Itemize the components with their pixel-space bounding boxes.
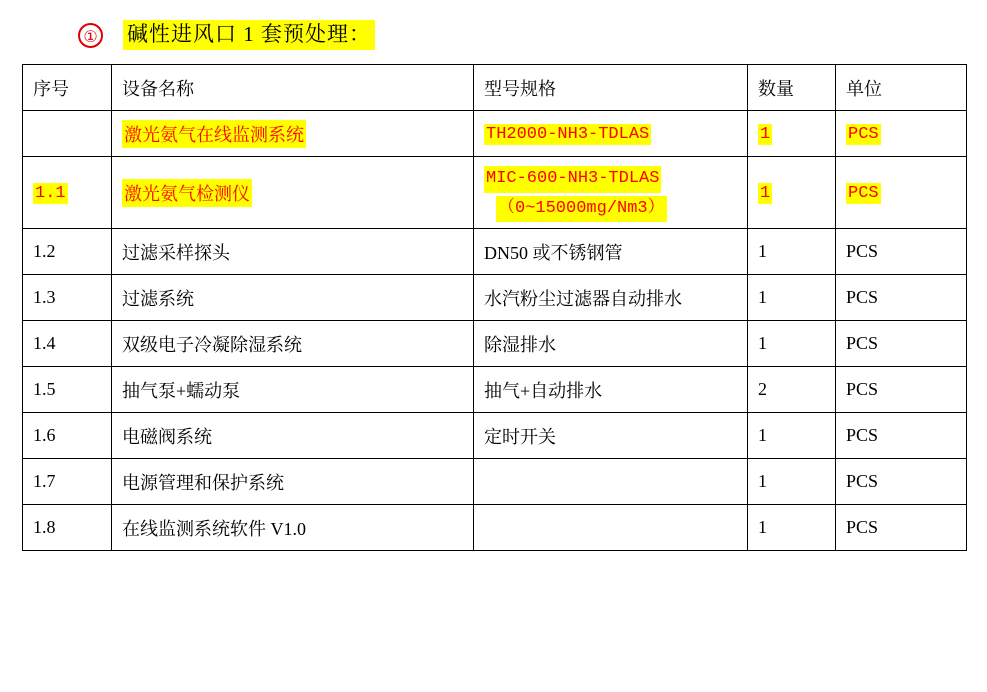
cell-model — [474, 505, 748, 551]
cell-unit: PCS — [836, 505, 967, 551]
table-row — [23, 275, 967, 321]
cell-qty: 1 — [748, 321, 836, 367]
column-header-name: 设备名称 — [112, 65, 474, 111]
cell-unit: PCS — [836, 459, 967, 505]
cell-qty: 1 — [748, 459, 836, 505]
cell-model: 除湿排水 — [474, 321, 748, 367]
cell-unit: PCS — [836, 367, 967, 413]
cell-unit — [836, 111, 967, 157]
column-header-qty: 数量 — [748, 65, 836, 111]
cell-seq — [23, 157, 112, 229]
cell-name: 过滤系统 — [112, 275, 474, 321]
cell-unit-text: PCS — [848, 125, 879, 144]
cell-qty — [748, 157, 836, 229]
cell-seq: 1.7 — [23, 459, 112, 505]
cell-unit: PCS — [836, 413, 967, 459]
cell-seq: 1.2 — [23, 229, 112, 275]
section-heading — [78, 20, 375, 50]
cell-seq: 1.8 — [23, 505, 112, 551]
cell-unit: PCS — [836, 275, 967, 321]
table-row — [23, 111, 967, 157]
cell-seq — [23, 111, 112, 157]
cell-qty: 1 — [748, 413, 836, 459]
cell-qty-text: 1 — [760, 184, 771, 204]
cell-qty: 1 — [748, 229, 836, 275]
cell-name: 抽气泵+蠕动泵 — [112, 367, 474, 413]
cell-seq: 1.4 — [23, 321, 112, 367]
cell-unit: PCS — [836, 321, 967, 367]
cell-model-range-text: （0~15000mg/Nm3） — [496, 196, 667, 223]
cell-name: 过滤采样探头 — [112, 229, 474, 275]
cell-seq: 1.5 — [23, 367, 112, 413]
cell-unit: PCS — [836, 229, 967, 275]
cell-name — [112, 157, 474, 229]
column-header-model: 型号规格 — [474, 65, 748, 111]
cell-model-text: MIC-600-NH3-TDLAS — [484, 166, 661, 193]
table-row — [23, 505, 967, 551]
cell-name: 电源管理和保护系统 — [112, 459, 474, 505]
cell-qty: 1 — [748, 275, 836, 321]
table-row — [23, 229, 967, 275]
cell-model: 水汽粉尘过滤器自动排水 — [474, 275, 748, 321]
cell-model — [474, 111, 748, 157]
column-header-seq: 序号 — [23, 65, 112, 111]
cell-name: 电磁阀系统 — [112, 413, 474, 459]
column-header-unit: 单位 — [836, 65, 967, 111]
cell-model: 定时开关 — [474, 413, 748, 459]
table-row — [23, 321, 967, 367]
cell-seq-text: 1.1 — [35, 184, 66, 204]
table-header-row — [23, 65, 967, 111]
cell-qty: 2 — [748, 367, 836, 413]
table-row — [23, 459, 967, 505]
cell-name: 双级电子冷凝除湿系统 — [112, 321, 474, 367]
cell-qty — [748, 111, 836, 157]
table-row — [23, 157, 967, 229]
cell-name-text: 激光氨气检测仪 — [122, 179, 252, 207]
cell-model: 抽气+自动排水 — [474, 367, 748, 413]
cell-name: 在线监测系统软件 V1.0 — [112, 505, 474, 551]
cell-model: DN50 或不锈钢管 — [474, 229, 748, 275]
cell-unit-text: PCS — [848, 184, 879, 204]
circled-number-icon: ① — [78, 23, 103, 48]
equipment-table — [22, 64, 967, 551]
cell-name — [112, 111, 474, 157]
section-heading-text: 碱性进风口 1 套预处理： — [123, 20, 375, 50]
cell-seq: 1.3 — [23, 275, 112, 321]
cell-seq: 1.6 — [23, 413, 112, 459]
cell-model-text: TH2000-NH3-TDLAS — [486, 125, 650, 144]
cell-qty-text: 1 — [760, 125, 771, 144]
table-row — [23, 367, 967, 413]
cell-model — [474, 157, 748, 229]
cell-unit — [836, 157, 967, 229]
cell-model — [474, 459, 748, 505]
table-row — [23, 413, 967, 459]
cell-qty: 1 — [748, 505, 836, 551]
cell-name-text: 激光氨气在线监测系统 — [122, 120, 306, 148]
